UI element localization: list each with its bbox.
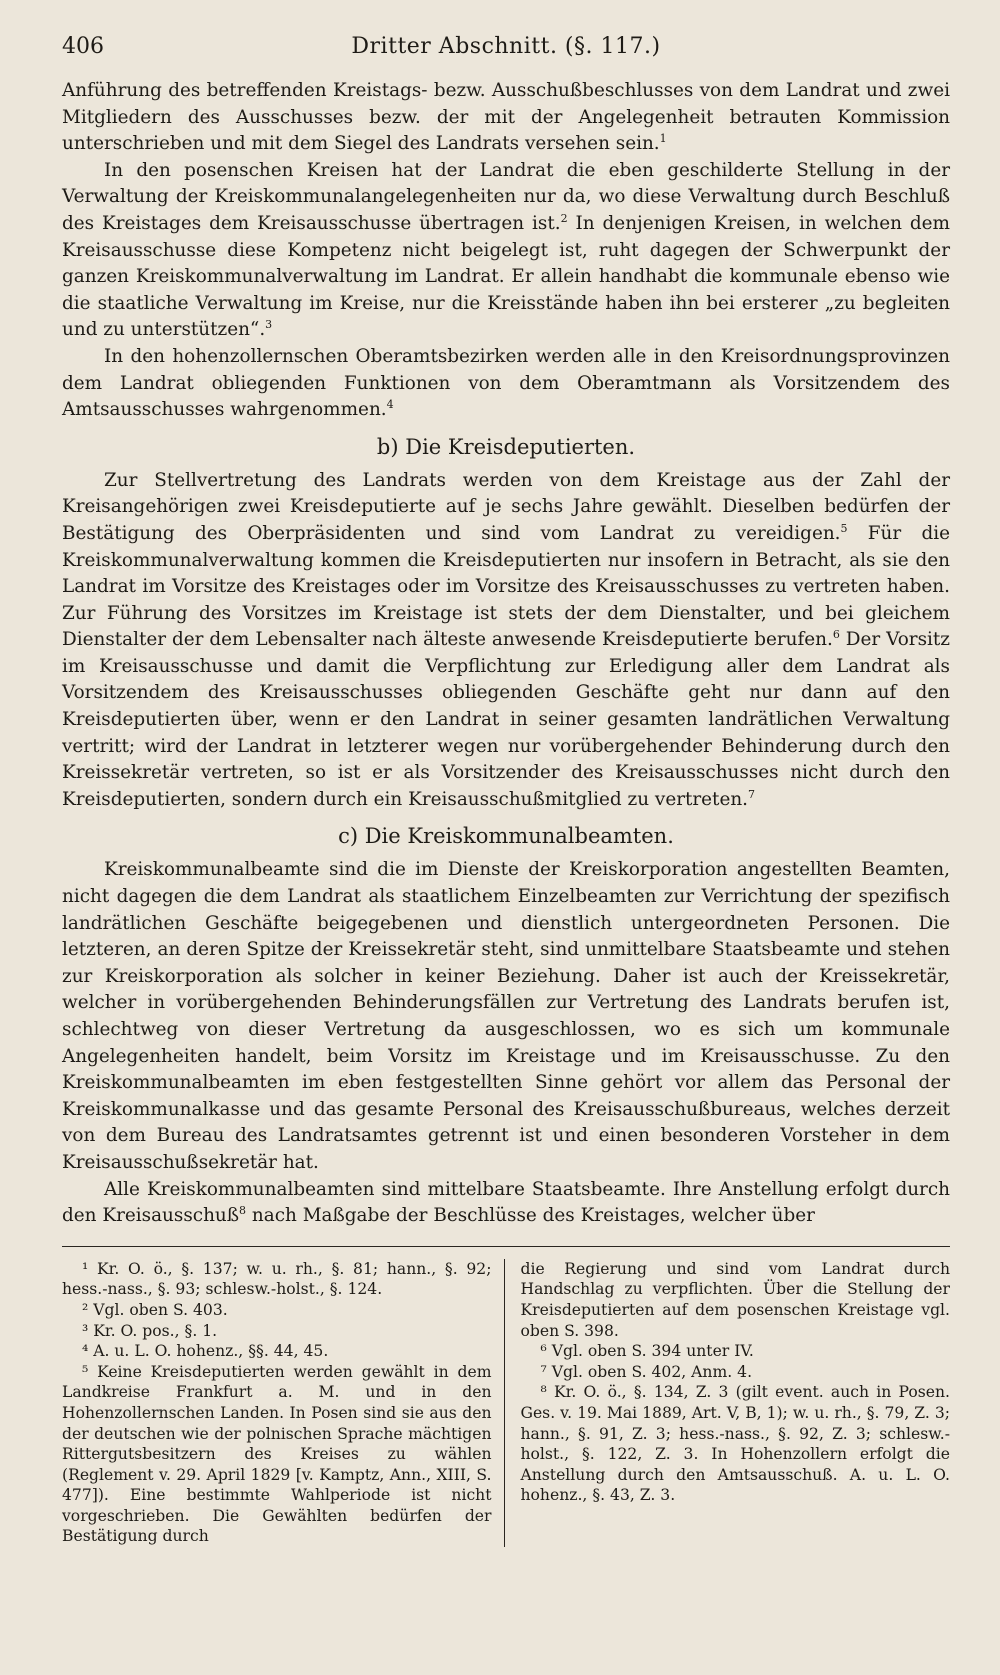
- footnote: ² Vgl. oben S. 403.: [82, 1300, 228, 1319]
- footnote: ⁸ Kr. O. ö., §. 134, Z. 3 (gilt event. auch in Posen. Ges. v. 19. Mai 1889, Art. V, B, 1); w. u. rh., §. 79, Z. 3; hann., §. 91, Z. 3; hess.-nass., §. 92, Z. 3; schlesw.-holst., §. 122, Z. 3. In Hohenzollern erfolgt die Anstellung durch den Amtsausschuß. A. u. L. O. hohenz., §. 43, Z. 3.: [520, 1383, 950, 1505]
- footnote-ref[interactable]: 5: [840, 521, 848, 535]
- footnote-ref[interactable]: 7: [748, 787, 756, 801]
- footnote: ³ Kr. O. pos., §. 1.: [82, 1321, 218, 1340]
- footnote-ref[interactable]: 4: [386, 398, 394, 411]
- paragraph-continuation: Anführung des betreffenden Kreistags- bezw. Ausschußbeschlusses von dem Landrat und zwei Mitgliedern des Ausschusses bezw. der mit der Angelegenheit betrauten Kommission unterschrieben und mit dem Siegel des Landrats versehen sein.$^1$: [62, 80, 950, 155]
- paragraph-kreisdeputierte: Zur Stellvertretung des Landrats werden von dem Kreistage aus der Zahl der Kreisangehörigen zwei Kreisdeputierte auf je sechs Jahre gewählt. Dieselben bedürfen der Bestätigung des Oberpräsidenten und sind vom Landrat zu vereidigen.$^5$ Für die Kreiskommunalverwaltung kommen die Kreisdeputierten nur insofern in Betracht, als sie den Landrat im Vorsitze des Kreistages oder im Vorsitze des Kreisausschusses zu vertreten haben. Zur Führung des Vorsitzes im Kreistage ist stets der dem Dienstalter, und bei gleichem Dienstalter der dem Lebensalter nach älteste anwesende Kreisdeputierte berufen.$^6$ Der Vorsitz im Kreisausschusse und damit die Verpflichtung zur Erledigung aller dem Landrat als Vorsitzendem des Kreisausschusses obliegenden Geschäfte geht nur dann auf den Kreisdeputierten über, wenn er den Landrat in seiner gesamten landrätlichen Verwaltung vertritt; wird der Landrat in letzterer wegen nur vorübergehender Behinderung durch den Kreissekretär vertreten, so ist er als Vorsitzender des Kreisausschusses nicht durch den Kreisdeputierten, sondern durch ein Kreisausschußmitglied zu vertreten.$^7$: [62, 469, 950, 810]
- footnotes: [62, 1259, 950, 1547]
- main-text: [62, 78, 950, 1230]
- page-number: 406: [62, 34, 104, 59]
- footnote-continuation: die Regierung und sind vom Landrat durch Handschlag zu verpflichten. Über die Stellung der Kreisdeputierten auf dem posenschen Kreistage vgl. oben S. 398.: [520, 1259, 950, 1340]
- paragraph-kreiskommunalbeamte: Kreiskommunalbeamte sind die im Dienste der Kreiskorporation angestellten Beamten, nicht dagegen die dem Landrat als staatlichem Einzelbeamten zur Verrichtung der spezifisch landrätlichen Geschäfte beigegebenen und dienstlich untergeordneten Personen. Die letzteren, an deren Spitze der Kreissekretär steht, sind unmittelbare Staatsbeamte und stehen zur Kreiskorporation als solcher in keiner Beziehung. Daher ist auch der Kreissekretär, welcher in vorübergehenden Behinderungsfällen zur Vertretung des Landrats berufen ist, schlechtweg von dieser Vertretung da ausgeschlossen, wo es sich um kommunale Angelegenheiten handelt, beim Vorsitz im Kreistage und im Kreisausschusse. Zu den Kreiskommunalbeamten im eben festgestellten Sinne gehört vor allem das Personal der Kreiskommunalkasse und das gesamte Personal des Kreisausschußbureaus, welches derzeit von dem Bureau des Landratsamtes getrennt ist und einen besonderen Vorsteher in dem Kreisausschußsekretär hat.: [62, 859, 950, 1173]
- footnote: ⁵ Keine Kreisdeputierten werden gewählt in dem Landkreise Frankfurt a. M. und in den Hohenzollernschen Landen. In Posen sind sie aus den der deutschen wie der polnischen Sprache mächtigen Rittergutsbesitzern des Kreises zu wählen (Reglement v. 29. April 1829 [v. Kamptz, Ann., XIII, S. 477]). Eine bestimmte Wahlperiode ist nicht vorgeschrieben. Die Gewählten bedürfen der Bestätigung durch: [62, 1362, 492, 1546]
- footnote: ⁷ Vgl. oben S. 402, Anm. 4.: [540, 1362, 753, 1381]
- footnote-ref[interactable]: 3: [265, 318, 273, 332]
- footnote: ⁴ A. u. L. O. hohenz., §§. 44, 45.: [82, 1342, 329, 1361]
- footnote-ref[interactable]: 1: [659, 132, 667, 146]
- footnotes-left-column: [62, 1259, 505, 1547]
- footnote: ¹ Kr. O. ö., §. 137; w. u. rh., §. 81; hann., §. 92; hess.-nass., §. 93; schlesw.-holst., §. 124.: [62, 1259, 492, 1299]
- paragraph-anstellung: Alle Kreiskommunalbeamten sind mittelbare Staatsbeamte. Ihre Anstellung erfolgt durch den Kreisausschuß$^8$ nach Maßgabe der Beschlüsse des Kreistages, welcher über: [62, 1178, 950, 1227]
- paragraph-posen: In den posenschen Kreisen hat der Landrat die eben geschilderte Stellung in der Verwaltung der Kreiskommunalangelegenheiten nur da, wo diese Verwaltung durch Beschluß des Kreistages dem Kreisausschusse übertragen ist.$^2$ In denjenigen Kreisen, in welchen dem Kreisausschusse diese Kompetenz nicht beigelegt ist, ruht dagegen der Schwerpunkt der ganzen Kreiskommunalverwaltung im Landrat. Er allein handhabt die kommunale ebenso wie die staatliche Verwaltung im Kreise, nur die Kreisstände haben ihn bei ersterer „zu begleiten und zu unterstützen“.$^3$: [62, 159, 950, 341]
- running-title: Dritter Abschnitt. (§. 117.): [351, 34, 661, 59]
- section-heading-kreiskommunalbeamte: c) Die Kreiskommunalbeamten.: [338, 824, 674, 849]
- footnote-divider: [62, 1246, 950, 1247]
- footnote-ref[interactable]: 2: [560, 211, 568, 225]
- footnote-ref[interactable]: 6: [832, 628, 840, 642]
- page-header: [62, 28, 950, 68]
- paragraph-hohenzollern: In den hohenzollernschen Oberamtsbezirken werden alle in den Kreisordnungsprovinzen dem Landrat obliegenden Funktionen von dem Oberamtmann als Vorsitzendem des Amtsausschusses wahrgenommen.$^4$: [62, 345, 950, 421]
- footnotes-right-column: [505, 1259, 951, 1547]
- footnote-ref[interactable]: 8: [239, 1204, 247, 1218]
- footnote: ⁶ Vgl. oben S. 394 unter IV.: [540, 1342, 754, 1361]
- section-heading-kreisdeputierte: b) Die Kreisdeputierten.: [376, 434, 636, 459]
